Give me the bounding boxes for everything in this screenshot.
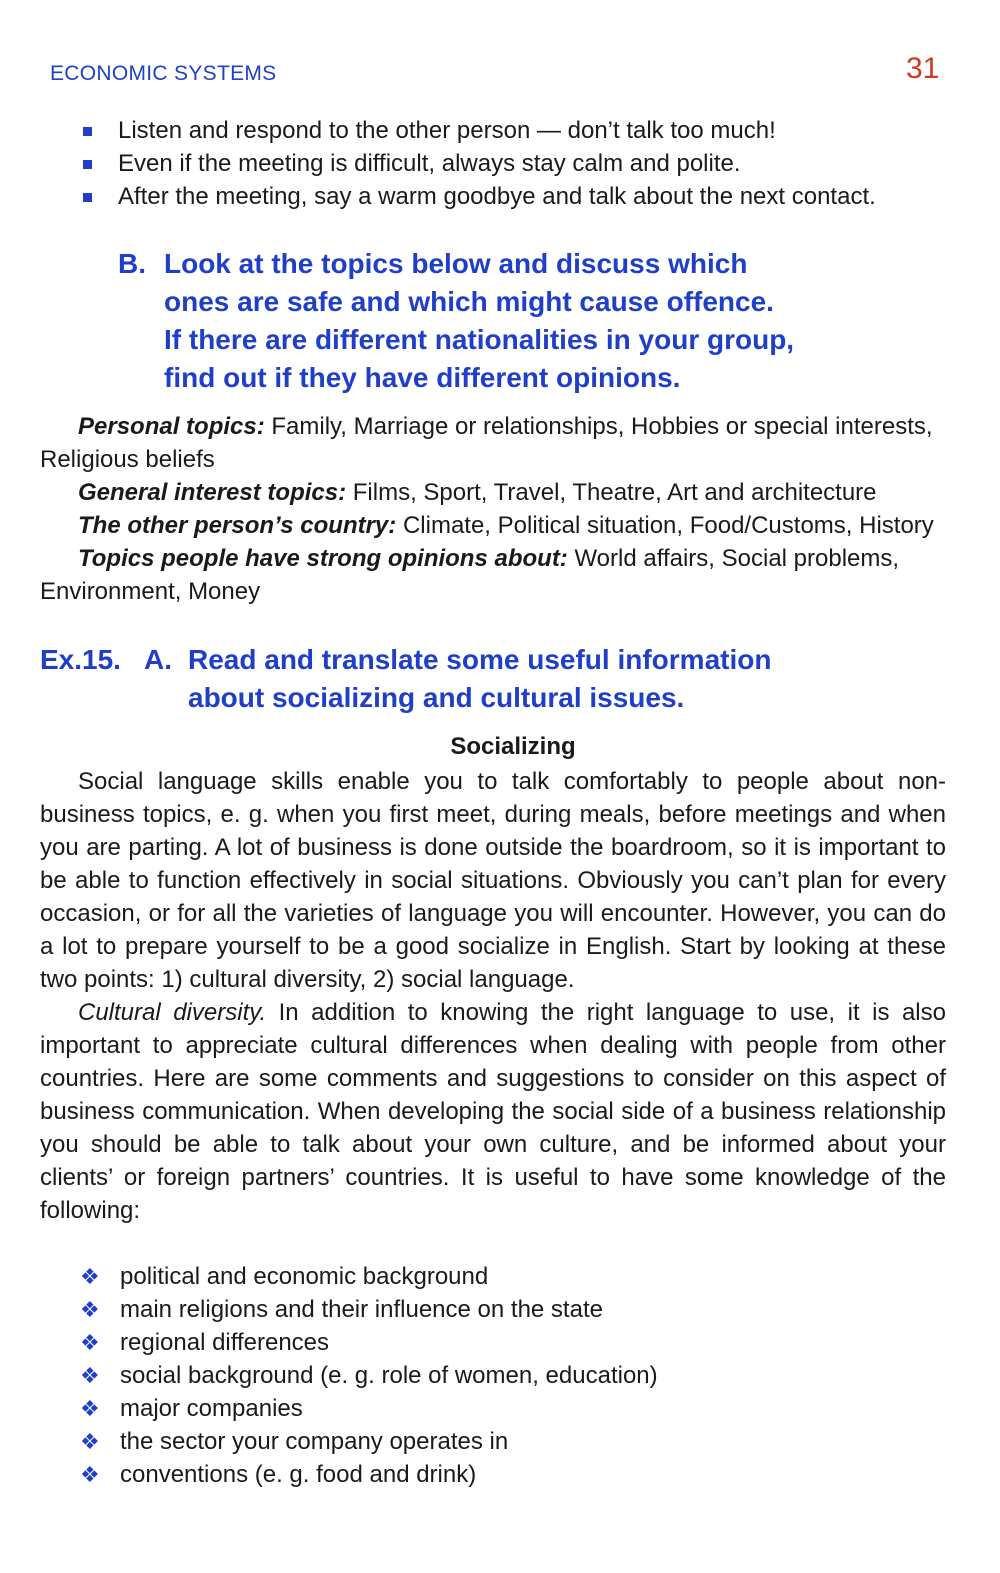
topic-label: Topics people have strong opinions about: xyxy=(78,545,568,572)
knowledge-item xyxy=(80,1458,940,1491)
body-text xyxy=(40,765,946,1227)
task-b-instructions xyxy=(164,245,918,397)
diamond-bullet-icon: ❖ xyxy=(80,1297,100,1322)
section-title: Socializing xyxy=(450,733,576,760)
knowledge-item xyxy=(80,1326,940,1359)
tip-text: Even if the meeting is difficult, always stay calm and polite. xyxy=(118,150,741,177)
topic-entry xyxy=(40,476,946,509)
diamond-bullet-icon: ❖ xyxy=(80,1429,100,1454)
topic-items: Films, Sport, Travel, Theatre, Art and architecture xyxy=(346,479,877,506)
page-number: 31 xyxy=(906,52,940,85)
topic-entry xyxy=(40,542,946,608)
exercise-15-heading xyxy=(40,641,920,717)
square-bullet-icon xyxy=(83,193,92,202)
paragraph-lead: Cultural diversity. xyxy=(78,999,267,1026)
knowledge-text: regional differences xyxy=(120,1329,330,1356)
topic-entry xyxy=(40,410,946,476)
square-bullet-icon xyxy=(83,160,92,169)
topic-items: World affairs, Social problems, Environment, Money xyxy=(40,545,900,605)
task-letter: B. xyxy=(118,248,146,279)
tip-item xyxy=(80,147,960,180)
tip-text: Listen and respond to the other person — don’t talk too much! xyxy=(118,117,776,144)
paragraph: Social language skills enable you to talk comfortably to people about non-business topics, e. g. when you first meet, during meals, before meetings and when you are parting. A lot of business is done outside the boardroom, so it is important to be able to function effectively in social situations. Obviously you can’t plan for every occasion, or for all the varieties of language you will encounter. However, you can do a lot to prepare yourself to be a good socialize in English. Start by looking at these two points: 1) cultural diversity, 2) social language. xyxy=(40,768,946,993)
topic-label: The other person’s country: xyxy=(78,512,397,539)
task-b-line: If there are different nationalities in your group, xyxy=(164,324,795,355)
tip-item xyxy=(80,180,960,213)
task-b-line: ones are safe and which might cause offence. xyxy=(164,286,774,317)
task-b-line: find out if they have different opinions. xyxy=(164,362,681,393)
knowledge-item xyxy=(80,1260,940,1293)
knowledge-text: the sector your company operates in xyxy=(120,1428,509,1455)
tip-text: After the meeting, say a warm goodbye and talk about the next contact. xyxy=(118,183,876,210)
diamond-bullet-icon: ❖ xyxy=(80,1396,100,1421)
diamond-bullet-icon: ❖ xyxy=(80,1363,100,1388)
exercise-number: Ex.15. xyxy=(40,644,121,675)
exercise-line: Read and translate some useful information xyxy=(188,644,772,675)
knowledge-list xyxy=(80,1260,940,1491)
topic-label: Personal topics: xyxy=(78,413,265,440)
topic-entry xyxy=(40,509,946,542)
exercise-instructions xyxy=(144,641,920,717)
diamond-bullet-icon: ❖ xyxy=(80,1330,100,1355)
paragraph xyxy=(40,996,946,1227)
topics-list xyxy=(40,410,946,608)
knowledge-item xyxy=(80,1293,940,1326)
running-head: ECONOMIC SYSTEMS xyxy=(50,62,277,85)
diamond-bullet-icon: ❖ xyxy=(80,1462,100,1487)
topic-label: General interest topics: xyxy=(78,479,347,506)
knowledge-item xyxy=(80,1359,940,1392)
tip-item xyxy=(80,114,960,147)
task-b-heading xyxy=(118,245,918,397)
tips-list xyxy=(80,114,960,213)
knowledge-text: main religions and their influence on the state xyxy=(120,1296,603,1323)
square-bullet-icon xyxy=(83,127,92,136)
paragraph-text: In addition to knowing the right language to use, it is also important to appreciate cultural differences when dealing with people from other countries. Here are some comments and suggestions to consider on this aspect of business communication. When developing the social side of a business relationship you should be able to talk about your own culture, and be informed about your clients’ or foreign partners’ countries. It is useful to have some knowledge of the following: xyxy=(40,999,946,1224)
knowledge-item xyxy=(80,1392,940,1425)
topic-items: Climate, Political situation, Food/Customs, History xyxy=(396,512,934,539)
topic-items: Family, Marriage or relationships, Hobbies or special interests, Religious beliefs xyxy=(40,413,933,473)
diamond-bullet-icon: ❖ xyxy=(80,1264,100,1289)
knowledge-text: social background (e. g. role of women, education) xyxy=(120,1362,658,1389)
task-letter: A. xyxy=(144,644,172,675)
knowledge-text: major companies xyxy=(120,1395,303,1422)
knowledge-text: conventions (e. g. food and drink) xyxy=(120,1461,477,1488)
knowledge-text: political and economic background xyxy=(120,1263,489,1290)
task-b-line: Look at the topics below and discuss which xyxy=(164,248,748,279)
exercise-line: about socializing and cultural issues. xyxy=(188,682,685,713)
knowledge-item xyxy=(80,1425,940,1458)
